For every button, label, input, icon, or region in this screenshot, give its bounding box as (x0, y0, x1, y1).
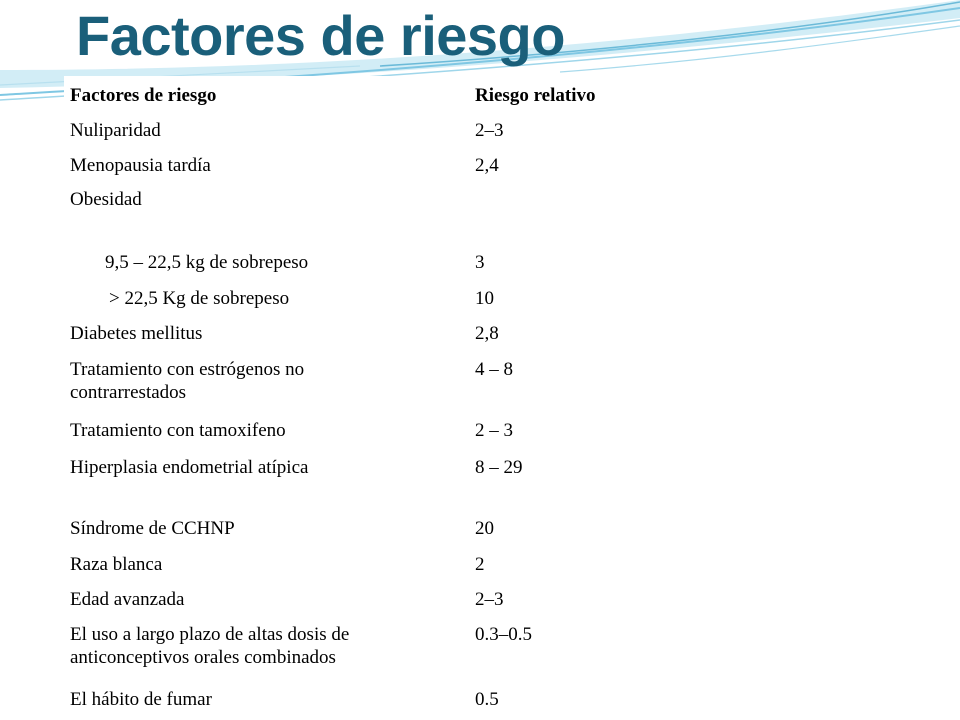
header-risk: Riesgo relativo (475, 85, 596, 106)
slide-title: Factores de riesgo (76, 4, 565, 67)
risk-cell: 3 (475, 252, 485, 273)
factor-cell: Síndrome de CCHNP (70, 518, 235, 539)
factor-cell: Hiperplasia endometrial atípica (70, 457, 309, 478)
risk-cell: 10 (475, 288, 494, 309)
factor-cell: Raza blanca (70, 554, 163, 575)
risk-cell: 2–3 (475, 589, 504, 610)
risk-cell: 2,4 (475, 155, 499, 176)
factor-cell: Nuliparidad (70, 120, 161, 141)
risk-cell: 20 (475, 518, 494, 539)
risk-cell: 2,8 (475, 323, 499, 344)
risk-factors-table (64, 76, 876, 720)
factor-cell: Tratamiento con tamoxifeno (70, 420, 286, 441)
risk-cell: 8 – 29 (475, 457, 523, 478)
risk-cell: 2–3 (475, 120, 504, 141)
factor-cell: Obesidad (70, 189, 142, 210)
factor-cell: Tratamiento con estrógenos no contrarrestados (70, 359, 305, 403)
header-factor: Factores de riesgo (70, 85, 217, 106)
factor-cell: 9,5 – 22,5 kg de sobrepeso (105, 252, 309, 273)
factor-cell: > 22,5 Kg de sobrepeso (109, 288, 290, 309)
risk-cell: 2 (475, 554, 485, 575)
risk-cell: 0.5 (475, 689, 499, 710)
risk-cell: 0.3–0.5 (475, 624, 532, 645)
factor-cell: El hábito de fumar (70, 689, 212, 710)
factor-cell: Edad avanzada (70, 589, 185, 610)
factor-cell: El uso a largo plazo de altas dosis de anticonceptivos orales combinados (70, 624, 350, 668)
risk-cell: 2 – 3 (475, 420, 513, 441)
risk-cell: 4 – 8 (475, 359, 513, 380)
factor-cell: Menopausia tardía (70, 155, 211, 176)
factor-cell: Diabetes mellitus (70, 323, 203, 344)
